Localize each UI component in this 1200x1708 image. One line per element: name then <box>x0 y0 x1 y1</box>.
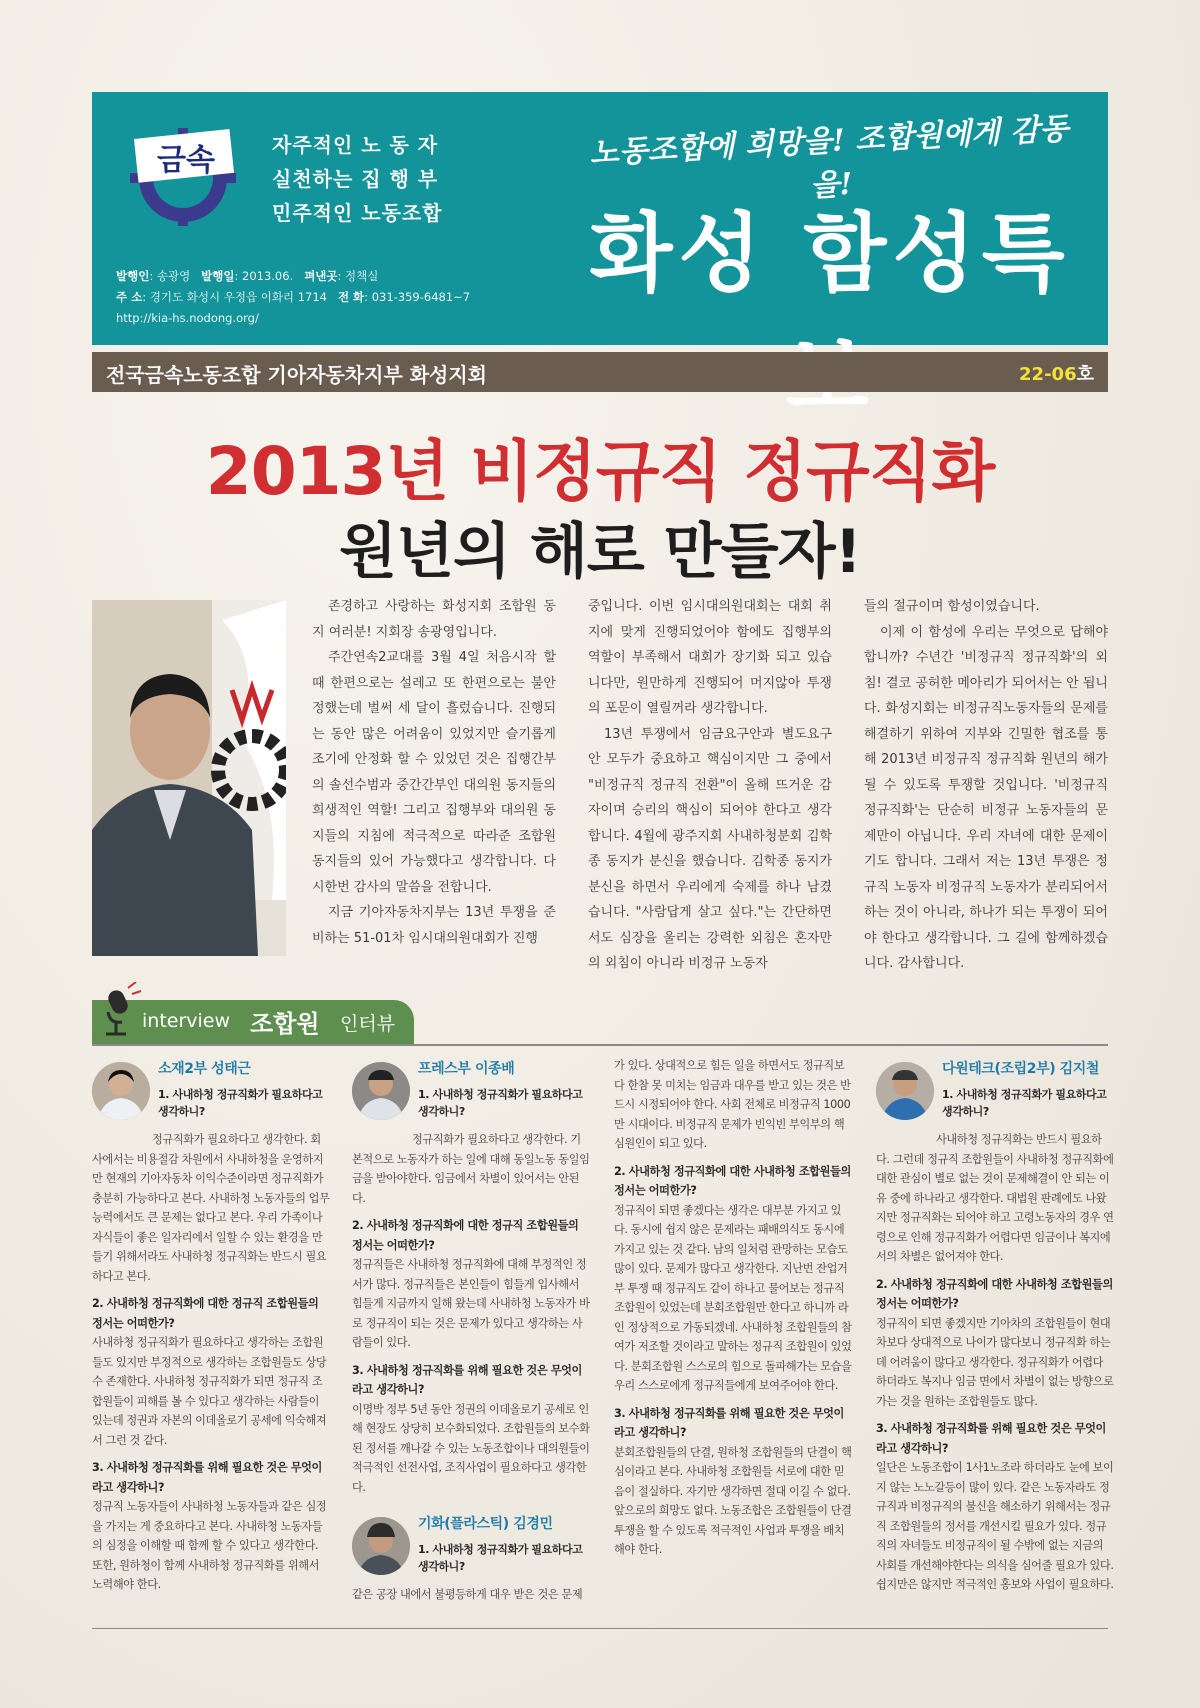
question: 1. 사내하청 정규직화가 필요하다고 생각하니? <box>942 1088 1107 1118</box>
interviewee-header <box>92 1056 330 1130</box>
pub-line-2 <box>116 287 536 308</box>
question: 3. 사내하청 정규직화를 위해 필요한 것은 무엇이라고 생각하니? <box>614 1406 844 1439</box>
answer: 정규직 노동자들이 사내하청 노동자들과 같은 심정을 가지는 게 중요하다고 본다. 사내하청 노동자들의 심정을 이해할 때 함께 할 수 있다고 생각한다. 또한, 원하청이 함께 사내하청 정규직화를 위해서 노력해야 한다. <box>92 1500 327 1591</box>
article-column-2 <box>588 594 832 977</box>
publisher: : 송광영 <box>149 269 191 283</box>
question: 1. 사내하청 정규직화가 필요하다고 생각하니? <box>418 1543 583 1573</box>
headline-line-1: 2013년 비정규직 정규직화 <box>205 433 995 510</box>
editor-label: 펴낸곳 <box>304 269 338 283</box>
issue-number: 22-06호 <box>1019 364 1094 385</box>
question: 2. 사내하청 정규직화에 대한 사내하청 조합원들의 정서는 어떠한가? <box>876 1277 1113 1310</box>
article-paragraph: 들의 절규이며 함성이였습니다. <box>864 599 1040 614</box>
avatar <box>352 1062 410 1120</box>
avatar <box>92 1062 150 1120</box>
article-paragraph: 이제 이 함성에 우리는 무엇으로 답해야 합니까? 수년간 '비정규직 정규직화'의 외침! 결코 공허한 메아리가 되어서는 안 됩니다. 화성지회는 비정규직노동자들의 문제를 해결하기 위하여 지부와 긴밀한 협조를 통해 2013년 비정규직 정규직화 원년의 해가 될 수 있도록 투쟁할 것입니다. '비정규직 정규직화'는 단순히 비정규 노동자들의 문제만이 아닙니다. 우리 자녀에 대한 문제이기도 합니다. 그래서 저는 13년 투쟁은 정규직 노동자 비정규직 노동자가 분리되어서 하는 것이 아니라, 하나가 되는 투쟁이 되어야 한다고 생각합니다. 그 길에 함께하겠습니다. 감사합니다. <box>864 624 1108 971</box>
article-paragraph: 존경하고 사랑하는 화성지회 조합원 동지 여러분! 지회장 송광영입니다. <box>312 599 556 640</box>
pub-line-1 <box>116 266 536 287</box>
motto-1: 자주적인 노 동 자 <box>272 133 439 157</box>
avatar <box>876 1062 934 1120</box>
interview-column-2 <box>352 1056 590 1605</box>
interview-column-1 <box>92 1056 330 1595</box>
article-paragraph: 13년 투쟁에서 임금요구안과 별도요구안 모두가 중요하고 핵심이지만 그 중에서 "비정규직 정규직 전환"이 올해 뜨거운 감자이며 승리의 핵심이 되어야 한다고 생각합니다. 4월에 광주지회 사내하청분회 김학종 동지가 분신을 했습니다. 김학종 동지가 분신을 하면서 우리에게 숙제를 하나 남겼습니다. "사람답게 살고 싶다."는 간단하면서도 심장을 울리는 강력한 외침은 혼자만의 외침이 아니라 비정규 노동자 <box>588 726 832 971</box>
interview-column-3 <box>614 1056 852 1560</box>
leader-photo <box>92 600 286 956</box>
interview-label-suffix: 인터뷰 <box>340 1013 396 1035</box>
organization-bar <box>92 352 1108 392</box>
interview-divider <box>92 1044 1108 1046</box>
interview-column-4 <box>876 1056 1114 1595</box>
answer: 정규직이 되면 좋겠다는 생각은 대부분 가지고 있다. 동시에 쉽지 않은 문제라는 패배의식도 동시에 가지고 있는 것 같다. 남의 일처럼 관망하는 모습도 많이 있다. 문제가 많다고 생각한다. 지난번 잔업거부 투쟁 때 정규직도 같이 하나고 물어보는 정규직 조합원이 있었는데 분회조합원만 한다고 하니까 라인 정상적으로 가동되겠네. 사내하청 조합원들의 참여가 저조할 것이라고 말하는 정규직 조합원이 있었다. 분회조합원 스스로의 힘으로 돌파해가는 모습을 우리 스스로에게 정규직들에게 보여주어야 한다. <box>614 1203 852 1392</box>
masthead <box>92 92 1108 345</box>
motto-3: 민주적인 노동조합 <box>272 201 443 225</box>
question: 3. 사내하청 정규직화를 위해 필요한 것은 무엇이라고 생각하니? <box>876 1422 1106 1455</box>
bottom-divider <box>92 1628 1108 1629</box>
date-label: 발행일 <box>201 269 235 283</box>
interviewee-name: 다원테크(조립2부) 김지철 <box>942 1061 1100 1077</box>
publication-info <box>116 266 536 329</box>
article-column-1 <box>312 594 556 951</box>
interviewee-name: 소재2부 성태근 <box>158 1061 251 1077</box>
answer: 일단은 노동조합이 1사1노조라 하더라도 눈에 보이지 않는 노노갈등이 많이 있다. 같은 노동자라도 정규직과 비정규직의 불신을 해소하기 위해서는 정규직 조합원들의 정서를 개선시킬 필요가 있다. 정규직의 자녀들도 비정규직이 될 수밖에 없는 지금의 사회를 개선해야한다는 의식을 심어줄 필요가 있다. 쉽지만은 않지만 적극적인 홍보와 사업이 필요하다. <box>876 1461 1114 1591</box>
address-label: 주 소 <box>116 290 143 304</box>
headline-line-2: 원년의 해로 만들자! <box>339 517 861 587</box>
slogan: 노동조합에 희망을! 조합원에게 감동을! <box>588 111 1070 205</box>
newsletter-title: 화성 함성특 <box>589 203 1071 304</box>
interviewee-name: 프레스부 이종배 <box>418 1061 515 1077</box>
answer: 같은 공장 내에서 불평등하게 대우 받은 것은 문제 <box>352 1588 583 1601</box>
article-paragraph: 주간연속2교대를 3월 4일 처음시작 할 때 한편으로는 설레고 또 한편으로는 불안정했는데 벌써 세 달이 흘렀습니다. 진행되는 동안 많은 어려움이 있었지만 슬기롭게 조기에 안정화 할 수 있었던 것은 집행간부의 솔선수범과 중간간부인 대의원 동지들의 희생적인 역할! 그리고 집행부와 대의원 동지들의 지침에 적극적으로 따라준 조합원 동지들의 있어 가능했다고 생각합니다. 다시한번 감사의 말씀을 전합니다. <box>312 650 556 895</box>
answer: 정규직화가 필요하다고 생각한다. 회사에서는 비용절감 차원에서 사내하청을 운영하지만 현재의 기아자동차 이익수준이라면 정규직화가 충분히 가능하다고 본다. 사내하청 노동자들의 업무능력에서도 큰 문제는 없다고 본다. 우리 가족이나 자식들이 좋은 일자리에서 일할 수 있는 환경을 만들기 위해서라도 사내하청 정규직화는 반드시 필요하다고 본다. <box>92 1133 330 1283</box>
motto-list <box>272 128 492 230</box>
organization-name: 전국금속노동조합 기아자동차지부 화성지회 <box>106 363 488 387</box>
question: 3. 사내하청 정규직화를 위해 필요한 것은 무엇이라고 생각하니? <box>352 1363 582 1396</box>
motto-2: 실천하는 집 행 부 <box>272 167 439 191</box>
interview-label-ko: 조합원 <box>250 1010 320 1038</box>
question: 2. 사내하청 정규직화에 대한 사내하청 조합원들의 정서는 어떠한가? <box>614 1164 851 1197</box>
phone-label: 전 화 <box>337 290 365 304</box>
phone: : 031-359-6481~7 <box>364 290 471 304</box>
article-paragraph: 중입니다. 이번 임시대의원대회는 대회 취지에 맞게 진행되었어야 함에도 집행부의 역할이 부족해서 대회가 장기화 되고 있습니다만, 원만하게 진행되어 머지않아 투쟁의 포문이 열릴꺼라 생각합니다. <box>588 599 832 716</box>
publisher-label: 발행인 <box>116 269 150 283</box>
question: 1. 사내하청 정규직화가 필요하다고 생각하니? <box>418 1088 583 1118</box>
question: 2. 사내하청 정규직화에 대한 정규직 조합원들의 정서는 어떠한가? <box>352 1219 579 1252</box>
question: 3. 사내하청 정규직화를 위해 필요한 것은 무엇이라고 생각하니? <box>92 1461 322 1494</box>
answer: 사내하청 정규직화가 필요하다고 생각하는 조합원들도 있지만 부정적으로 생각하는 조합원들도 상당수 존재한다. 사내하청 정규직화가 되면 정규직 조합원들이 피해를 볼 수 있다고 생각하는 사람들이 있는데 정권과 자본의 이데올로기 공세에 익숙해져서 그런 것 같다. <box>92 1336 327 1447</box>
interviewee-header <box>352 1511 590 1585</box>
pub-date: : 2013.06. <box>234 269 294 283</box>
union-logo-icon <box>128 118 238 228</box>
interviewee-name: 기화(플라스틱) 김경민 <box>418 1516 553 1532</box>
answer: 사내하청 정규직화는 반드시 필요하다. 그런데 정규직 조합원들이 사내하청 정규직화에 대한 관심이 별로 없는 것이 문제해결이 안 되는 이유 중에 하나라고 생각한다. 대법원 판례에도 나왔지만 정규직화는 되어야 하고 고령노동자의 경우 연령으로 인해 정규직화가 어렵다면 임금이나 복지에서의 차별은 없어져야 한다. <box>876 1133 1114 1263</box>
interviewee-header <box>352 1056 590 1130</box>
interviewee-header <box>876 1056 1114 1130</box>
address: : 경기도 화성시 우정읍 이화리 1714 <box>142 290 327 304</box>
website-link[interactable]: http://kia-hs.nodong.org/ <box>116 311 259 325</box>
svg-text:금속: 금속 <box>157 143 215 178</box>
question: 2. 사내하청 정규직화에 대한 정규직 조합원들의 정서는 어떠한가? <box>92 1297 319 1330</box>
answer: 이명박 정부 5년 동안 정권의 이데올로기 공세로 인해 현장도 상당히 보수화되었다. 조합원들의 보수화된 정서를 깨나갈 수 있는 노동조합이나 대의원들이 적극적인 선전사업, 조직사업이 필요하다고 생각한다. <box>352 1402 590 1494</box>
answer: 정규직들은 사내하청 정규직화에 대해 부정적인 정서가 많다. 정규직들은 본인들이 힘들게 입사해서 힘들게 지금까지 일해 왔는데 사내하청 노동자가 바로 정규직이 되는 것은 문제가 있다고 생각하는 사람들이 있다. <box>352 1258 590 1349</box>
answer: 분회조합원들의 단결, 원하청 조합원들의 단결이 핵심이라고 본다. 사내하청 조합원들 서로에 대한 믿음이 절실하다. 자기만 생각하면 절대 이길 수 없다. 앞으로의 희망도 없다. 노동조합은 조합원들이 단결투쟁을 할 수 있도록 적극적인 사업과 투쟁을 배치해야 한다. <box>614 1445 852 1556</box>
article-paragraph: 지금 기아자동차지부는 13년 투쟁을 준비하는 51-01차 임시대의원대회가 진행 <box>312 905 556 946</box>
question: 1. 사내하청 정규직화가 필요하다고 생각하니? <box>158 1088 323 1118</box>
answer: 정규직이 되면 좋겠지만 기아차의 조합원들이 현대차보다 상대적으로 나이가 많다보니 정규직화 하는데 어려움이 많다고 생각한다. 정규직화가 어렵다 하더라도 복지나 임금 면에서 차별이 없는 방향으로 가는 것을 원하는 조합원들도 많다. <box>876 1316 1114 1408</box>
answer-continued: 가 있다. 상대적으로 힘든 일을 하면서도 정규직보다 한참 못 미치는 임금과 대우를 받고 있는 것은 반드시 시정되어야 한다. 사회 전체로 비정규직 1000만 시대이다. 비정규직 문제가 빈익빈 부익부의 핵심원인이 되고 있다. <box>614 1059 851 1150</box>
answer: 정규직화가 필요하다고 생각한다. 기본적으로 노동자가 하는 일에 대해 동일노동 동일임금을 받아야한다. 임금에서 차별이 있어서는 안된다. <box>352 1133 590 1205</box>
editor: : 정책실 <box>337 269 379 283</box>
interview-label-en: interview <box>142 1010 231 1032</box>
avatar <box>352 1517 410 1575</box>
microphone-icon <box>96 982 142 1038</box>
article-column-3 <box>864 594 1108 977</box>
